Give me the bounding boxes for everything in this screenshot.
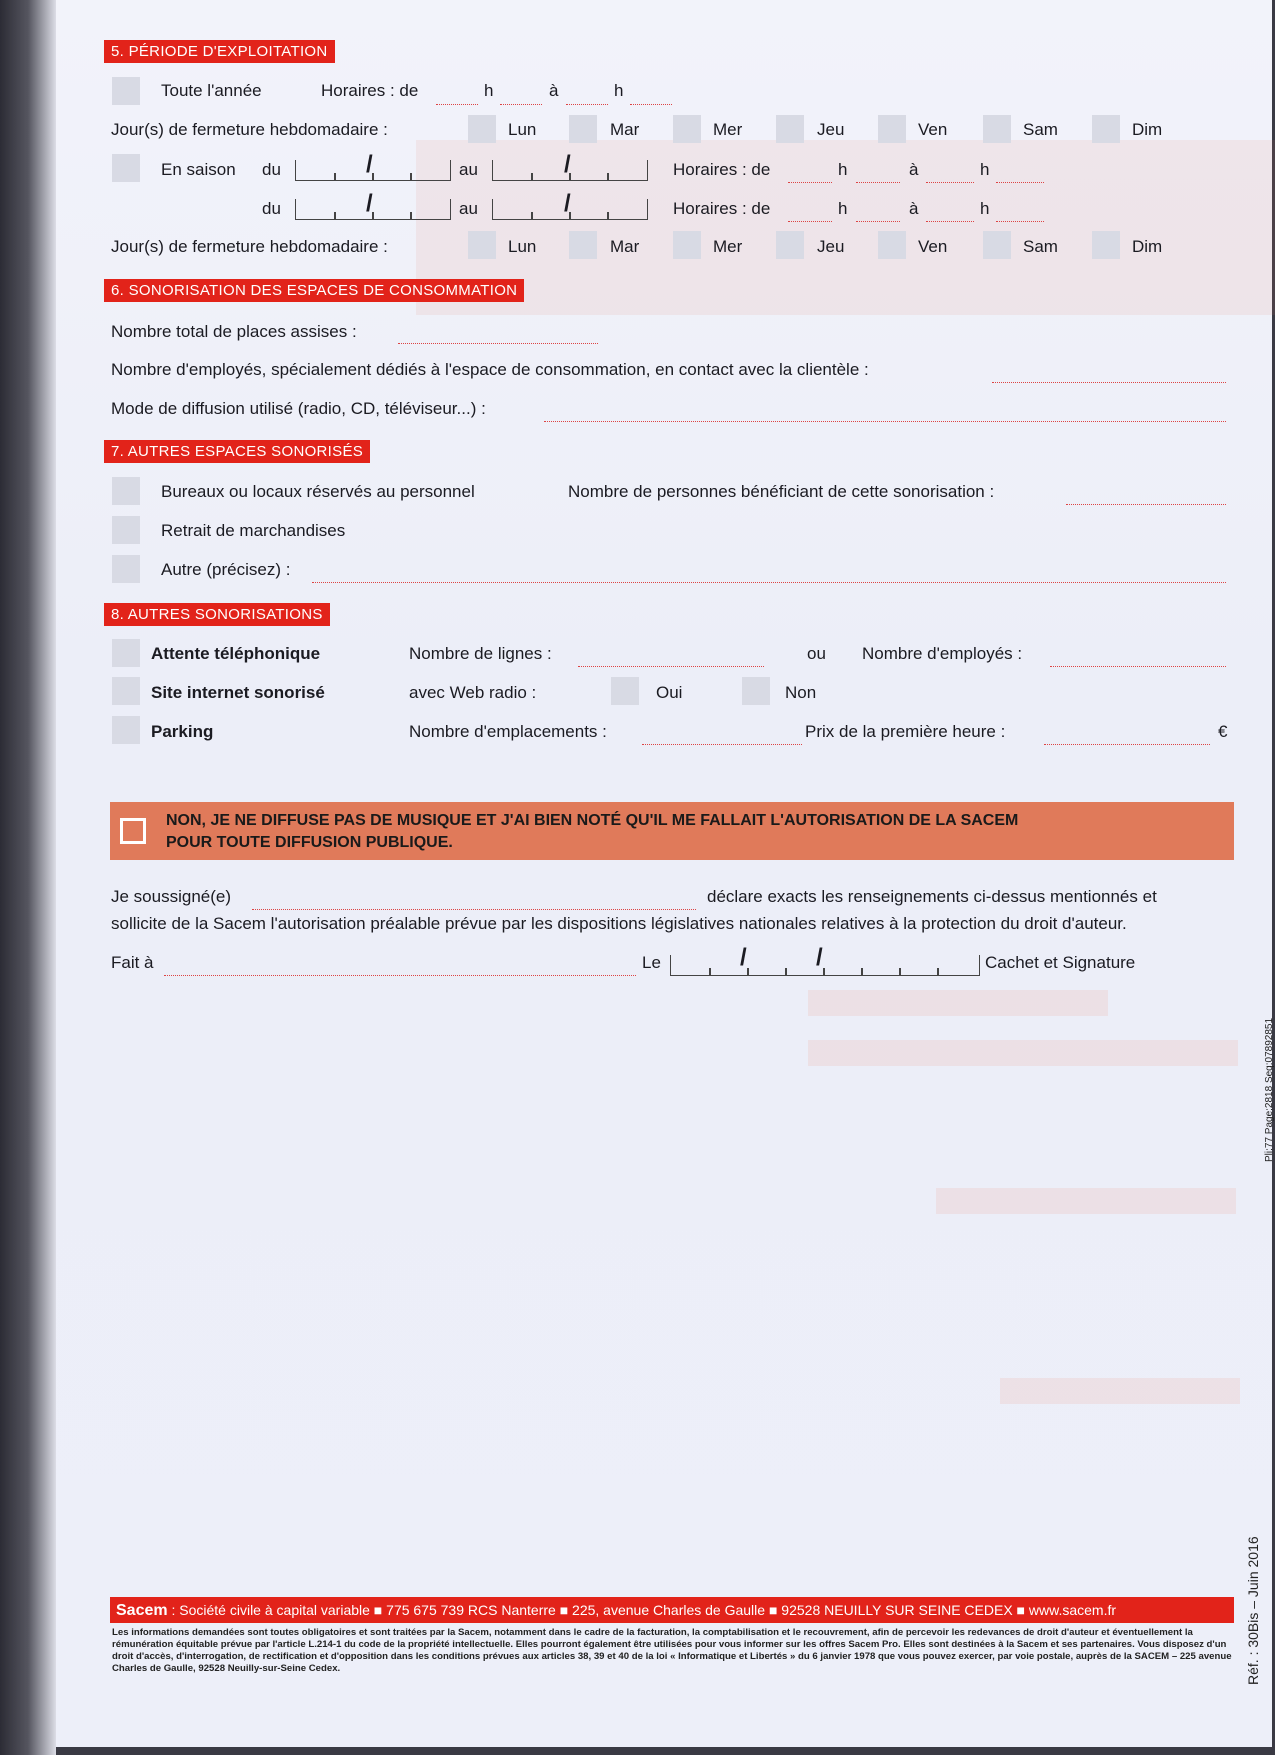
autre-label: Autre (précisez) : — [161, 560, 291, 579]
web-radio-label: avec Web radio : — [409, 683, 537, 702]
date-separator: / — [564, 190, 571, 217]
autre-field[interactable] — [312, 582, 1226, 583]
day-label: Mar — [610, 120, 640, 139]
day-label: Mer — [713, 237, 743, 256]
toute-annee-checkbox[interactable] — [112, 77, 140, 105]
sollicite-text: sollicite de la Sacem l'autorisation préalable prévue par les dispositions législatives nationales relatives à la protection du droit d'auteur. — [111, 914, 1127, 933]
horaires-label: Horaires : de — [673, 160, 771, 179]
au-label: au — [459, 199, 478, 218]
day-label: Mar — [610, 237, 640, 256]
hour-start-field[interactable] — [788, 182, 832, 183]
day-label: Lun — [508, 237, 537, 256]
dim-checkbox[interactable] — [1092, 115, 1120, 143]
day-label: Sam — [1023, 120, 1058, 139]
bleed-through — [808, 990, 1108, 1016]
euro-label: € — [1218, 722, 1228, 741]
hour-end-field[interactable] — [926, 182, 974, 183]
scan-left-edge — [0, 0, 56, 1755]
non-checkbox[interactable] — [742, 677, 770, 705]
date-start-field[interactable] — [295, 199, 451, 220]
nb-personnes-label: Nombre de personnes bénéficiant de cette sonorisation : — [568, 482, 995, 501]
nb-emplacements-field[interactable] — [642, 744, 802, 745]
bureaux-label: Bureaux ou locaux réservés au personnel — [161, 482, 475, 501]
day-label: Ven — [918, 120, 948, 139]
hour-end-field[interactable] — [566, 104, 608, 105]
fermeture-label: Jour(s) de fermeture hebdomadaire : — [111, 120, 388, 139]
date-start-field[interactable] — [295, 160, 451, 181]
nb-employes-field[interactable] — [1050, 666, 1226, 667]
min-end-field[interactable] — [630, 104, 672, 105]
a-label: à — [549, 81, 559, 100]
a-label: à — [909, 199, 919, 218]
sacem-brand: Sacem — [116, 1602, 168, 1619]
reference-label: Réf. : 30Bis – Juin 2016 — [1245, 1536, 1261, 1685]
no-music-checkbox[interactable] — [120, 818, 146, 844]
bleed-through — [1000, 1378, 1240, 1404]
employes-field[interactable] — [992, 382, 1226, 383]
en-saison-label: En saison — [161, 160, 236, 179]
section-6-header: 6. SONORISATION DES ESPACES DE CONSOMMATION — [104, 279, 524, 302]
min-start-field[interactable] — [856, 182, 900, 183]
footer-bar — [110, 1597, 1234, 1623]
horaires-label: Horaires : de — [321, 81, 419, 100]
jeu-checkbox[interactable] — [776, 231, 804, 259]
le-label: Le — [642, 953, 661, 972]
toute-annee-label: Toute l'année — [161, 81, 262, 100]
nb-emplacements-label: Nombre d'emplacements : — [409, 722, 607, 741]
day-label: Lun — [508, 120, 537, 139]
mode-label: Mode de diffusion utilisé (radio, CD, téléviseur...) : — [111, 399, 486, 418]
hour-start-field[interactable] — [436, 104, 478, 105]
h-label: h — [838, 160, 848, 179]
places-field[interactable] — [398, 343, 598, 344]
day-label: Jeu — [817, 237, 845, 256]
day-label: Ven — [918, 237, 948, 256]
day-label: Sam — [1023, 237, 1058, 256]
retrait-label: Retrait de marchandises — [161, 521, 346, 540]
retrait-checkbox[interactable] — [112, 516, 140, 544]
nb-lignes-label: Nombre de lignes : — [409, 644, 552, 663]
parking-label: Parking — [151, 722, 214, 741]
mar-checkbox[interactable] — [569, 231, 597, 259]
notice-text — [166, 810, 1018, 854]
bleed-through — [808, 1040, 1238, 1066]
declare-text: déclare exacts les renseignements ci-dessus mentionnés et — [707, 887, 1157, 906]
bureaux-checkbox[interactable] — [112, 477, 140, 505]
a-label: à — [909, 160, 919, 179]
autre-checkbox[interactable] — [112, 555, 140, 583]
date-separator: / — [740, 944, 747, 971]
sam-checkbox[interactable] — [983, 231, 1011, 259]
ven-checkbox[interactable] — [878, 115, 906, 143]
h-label: h — [484, 81, 494, 100]
site-internet-checkbox[interactable] — [112, 677, 140, 705]
notice-line-2: POUR TOUTE DIFFUSION PUBLIQUE. — [166, 834, 453, 851]
h-label: h — [980, 160, 990, 179]
non-label: Non — [785, 683, 817, 702]
day-label: Dim — [1132, 237, 1163, 256]
h-label: h — [614, 81, 624, 100]
ou-label: ou — [807, 644, 826, 663]
du-label: du — [262, 199, 281, 218]
attente-label: Attente téléphonique — [151, 644, 321, 663]
min-end-field[interactable] — [996, 221, 1044, 222]
form-page — [56, 0, 1272, 1747]
fait-a-field[interactable] — [164, 975, 636, 976]
lun-checkbox[interactable] — [468, 231, 496, 259]
hour-start-field[interactable] — [788, 221, 832, 222]
date-separator: / — [366, 151, 373, 178]
dim-checkbox[interactable] — [1092, 231, 1120, 259]
nb-employes-label: Nombre d'employés : — [862, 644, 1023, 663]
mode-field[interactable] — [544, 421, 1226, 422]
horaires-label: Horaires : de — [673, 199, 771, 218]
day-label: Dim — [1132, 120, 1163, 139]
footer-info: : Société civile à capital variable ■ 775 675 739 RCS Nanterre ■ 225, avenue Charles de Gaulle ■ 92528 NEUILLY SUR SEINE CEDEX ■ www.sacem.fr — [167, 1602, 1117, 1618]
oui-label: Oui — [656, 683, 683, 702]
bleed-through — [936, 1188, 1236, 1214]
notice-line-1: NON, JE NE DIFFUSE PAS DE MUSIQUE ET J'AI BIEN NOTÉ QU'IL ME FALLAIT L'AUTORISATION DE LA SACEM — [166, 812, 1019, 829]
print-code: Pli:77 Page:2818 Seq:07892851 — [1264, 1017, 1275, 1162]
prix-field[interactable] — [1044, 744, 1210, 745]
en-saison-checkbox[interactable] — [112, 154, 140, 182]
du-label: du — [262, 160, 281, 179]
no-music-notice — [110, 802, 1234, 860]
cachet-label: Cachet et Signature — [985, 953, 1136, 972]
site-internet-label: Site internet sonorisé — [151, 683, 325, 702]
lun-checkbox[interactable] — [468, 115, 496, 143]
section-5-header: 5. PÉRIODE D'EXPLOITATION — [104, 40, 335, 63]
day-label: Mer — [713, 120, 743, 139]
jeu-checkbox[interactable] — [776, 115, 804, 143]
signature-date-field[interactable] — [670, 955, 980, 976]
prix-label: Prix de la première heure : — [805, 722, 1006, 741]
mer-checkbox[interactable] — [673, 115, 701, 143]
section-7-header: 7. AUTRES ESPACES SONORISÉS — [104, 440, 370, 463]
nb-personnes-field[interactable] — [1066, 504, 1226, 505]
fermeture-label: Jour(s) de fermeture hebdomadaire : — [111, 237, 388, 256]
date-separator: / — [366, 190, 373, 217]
soussigne-label: Je soussigné(e) — [111, 887, 232, 906]
section-8-header: 8. AUTRES SONORISATIONS — [104, 603, 330, 626]
mer-checkbox[interactable] — [673, 231, 701, 259]
h-label: h — [980, 199, 990, 218]
min-start-field[interactable] — [856, 221, 900, 222]
places-label: Nombre total de places assises : — [111, 322, 357, 341]
mar-checkbox[interactable] — [569, 115, 597, 143]
date-separator: / — [816, 944, 823, 971]
date-separator: / — [564, 151, 571, 178]
footer-legal-note: Les informations demandées sont toutes obligatoires et sont traitées par la Sacem, notamment dans le cadre de la facturation, la comptabilisation et le recouvrement, afin de percevoir les redevances de droit d'auteur et éventuellement la rémunération équitable prévue par l'article L.214-1 du code de la propriété intellectuelle. Elles pourront également être utilisées pour vous informer sur les offres Sacem Pro. Elles sont destinées à la Sacem et ses partenaires. Vous disposez d'un droit d'accès, d'interrogation, de rectification et d'opposition dans les conditions prévues aux articles 38, 39 et 40 de la loi « Informatique et Libertés » du 6 janvier 1978 que vous pouvez exercer, par voie postale, auprès de la SACEM – 225 avenue Charles de Gaulle, 92528 Neuilly-sur-Seine Cedex. — [112, 1627, 1232, 1674]
soussigne-field[interactable] — [252, 909, 696, 910]
oui-checkbox[interactable] — [611, 677, 639, 705]
parking-checkbox[interactable] — [112, 716, 140, 744]
ven-checkbox[interactable] — [878, 231, 906, 259]
nb-lignes-field[interactable] — [578, 666, 764, 667]
day-label: Jeu — [817, 120, 845, 139]
min-start-field[interactable] — [500, 104, 542, 105]
attente-checkbox[interactable] — [112, 639, 140, 667]
employes-label: Nombre d'employés, spécialement dédiés à l'espace de consommation, en contact avec la clientèle : — [111, 360, 869, 379]
h-label: h — [838, 199, 848, 218]
au-label: au — [459, 160, 478, 179]
fait-a-label: Fait à — [111, 953, 154, 972]
hour-end-field[interactable] — [926, 221, 974, 222]
min-end-field[interactable] — [996, 182, 1044, 183]
sam-checkbox[interactable] — [983, 115, 1011, 143]
